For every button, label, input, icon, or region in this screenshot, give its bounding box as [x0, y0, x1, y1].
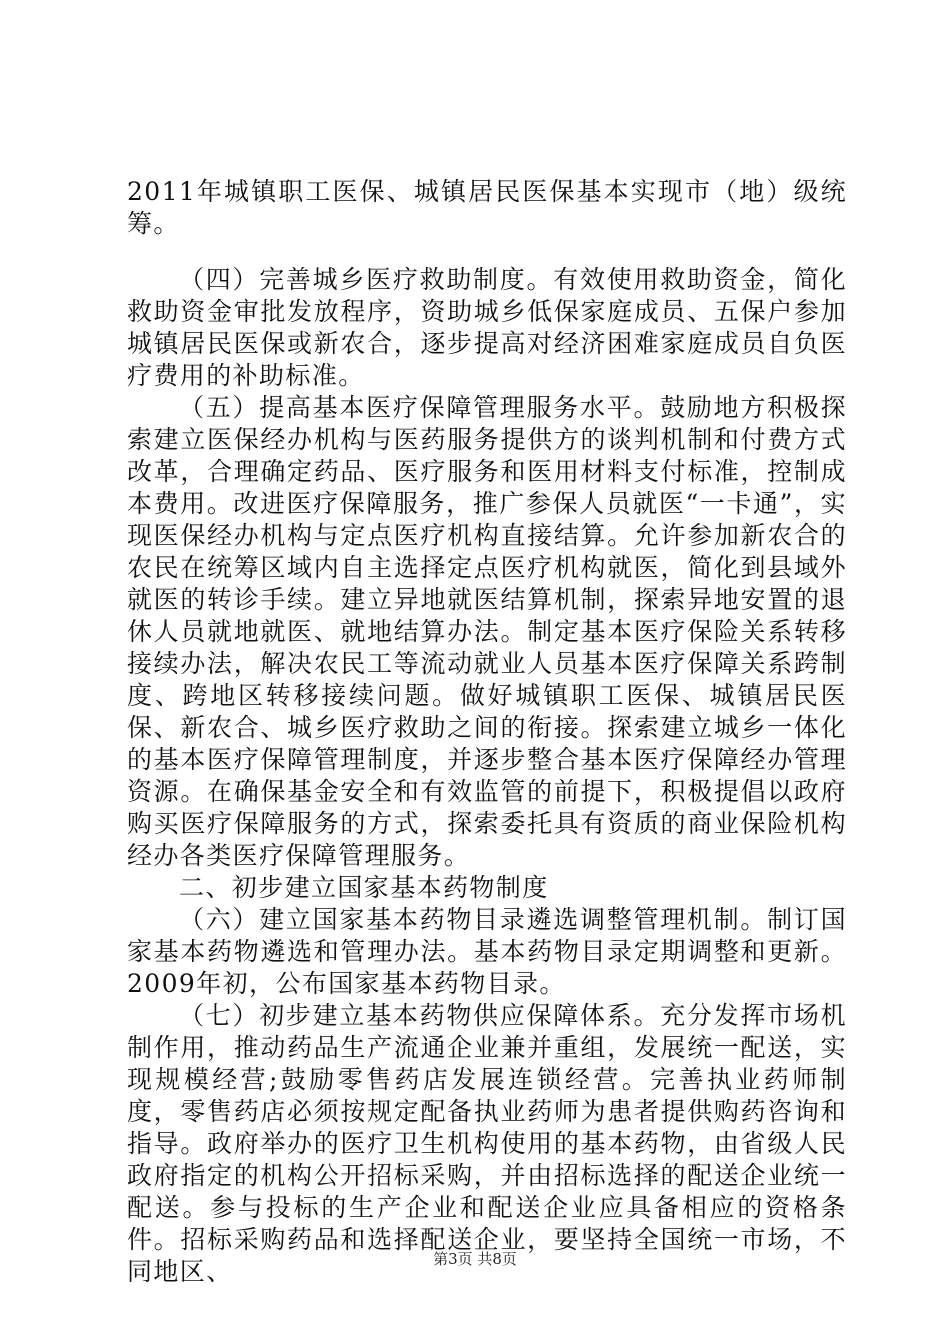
paragraph-item-7: （七）初步建立基本药物供应保障体系。充分发挥市场机制作用，推动药品生产流通企业兼并重组，发展统一配送，实现规模经营;鼓励零售药店发展连锁经营。完善执业药师制度，零售药店必须按规定配备执业药师为患者提供购药咨询和指导。政府举办的医疗卫生机构使用的基本药物，由省级人民政府指定的机构公开招标采购，并由招标选择的配送企业统一配送。参与投标的生产企业和配送企业应具备相应的资格条件。招标采购药品和选择配送企业，要坚持全国统一市场，不同地区、	[127, 1001, 847, 1286]
paragraph-item-5: （五）提高基本医疗保障管理服务水平。鼓励地方积极探索建立医保经办机构与医药服务提供方的谈判机制和付费方式改革，合理确定药品、医疗服务和医用材料支付标准，控制成本费用。改进医疗保障服务，推广参保人员就医“一卡通”，实现医保经办机构与定点医疗机构直接结算。允许参加新农合的农民在统筹区域内自主选择定点医疗机构就医，简化到县域外就医的转诊手续。建立异地就医结算机制，探索异地安置的退休人员就地就医、就地结算办法。制定基本医疗保险关系转移接续办法，解决农民工等流动就业人员基本医疗保障关系跨制度、跨地区转移接续问题。做好城镇职工医保、城镇居民医保、新农合、城乡医疗救助之间的衔接。探索建立城乡一体化的基本医疗保障管理制度，并逐步整合基本医疗保障经办管理资源。在确保基金安全和有效监管的前提下，积极提倡以政府购买医疗保障服务的方式，探索委托具有资质的商业保险机构经办各类医疗保障管理服务。	[127, 393, 847, 870]
section-heading-2: 二、初步建立国家基本药物制度	[179, 873, 549, 902]
page-footer: 第3页 共8页	[433, 1250, 517, 1268]
paragraph-item-6: （六）建立国家基本药物目录遴选调整管理机制。制订国家基本药物遴选和管理办法。基本药物目录定期调整和更新。2009年初，公布国家基本药物目录。	[127, 905, 847, 998]
paragraph-item-4: （四）完善城乡医疗救助制度。有效使用救助资金，简化救助资金审批发放程序，资助城乡低保家庭成员、五保户参加城镇居民医保或新农合，逐步提高对经济困难家庭成员自负医疗费用的补助标准。	[127, 265, 847, 390]
document-body	[127, 176, 847, 1288]
paragraph-continuation: 2011年城镇职工医保、城镇居民医保基本实现市（地）级统筹。	[127, 177, 847, 238]
